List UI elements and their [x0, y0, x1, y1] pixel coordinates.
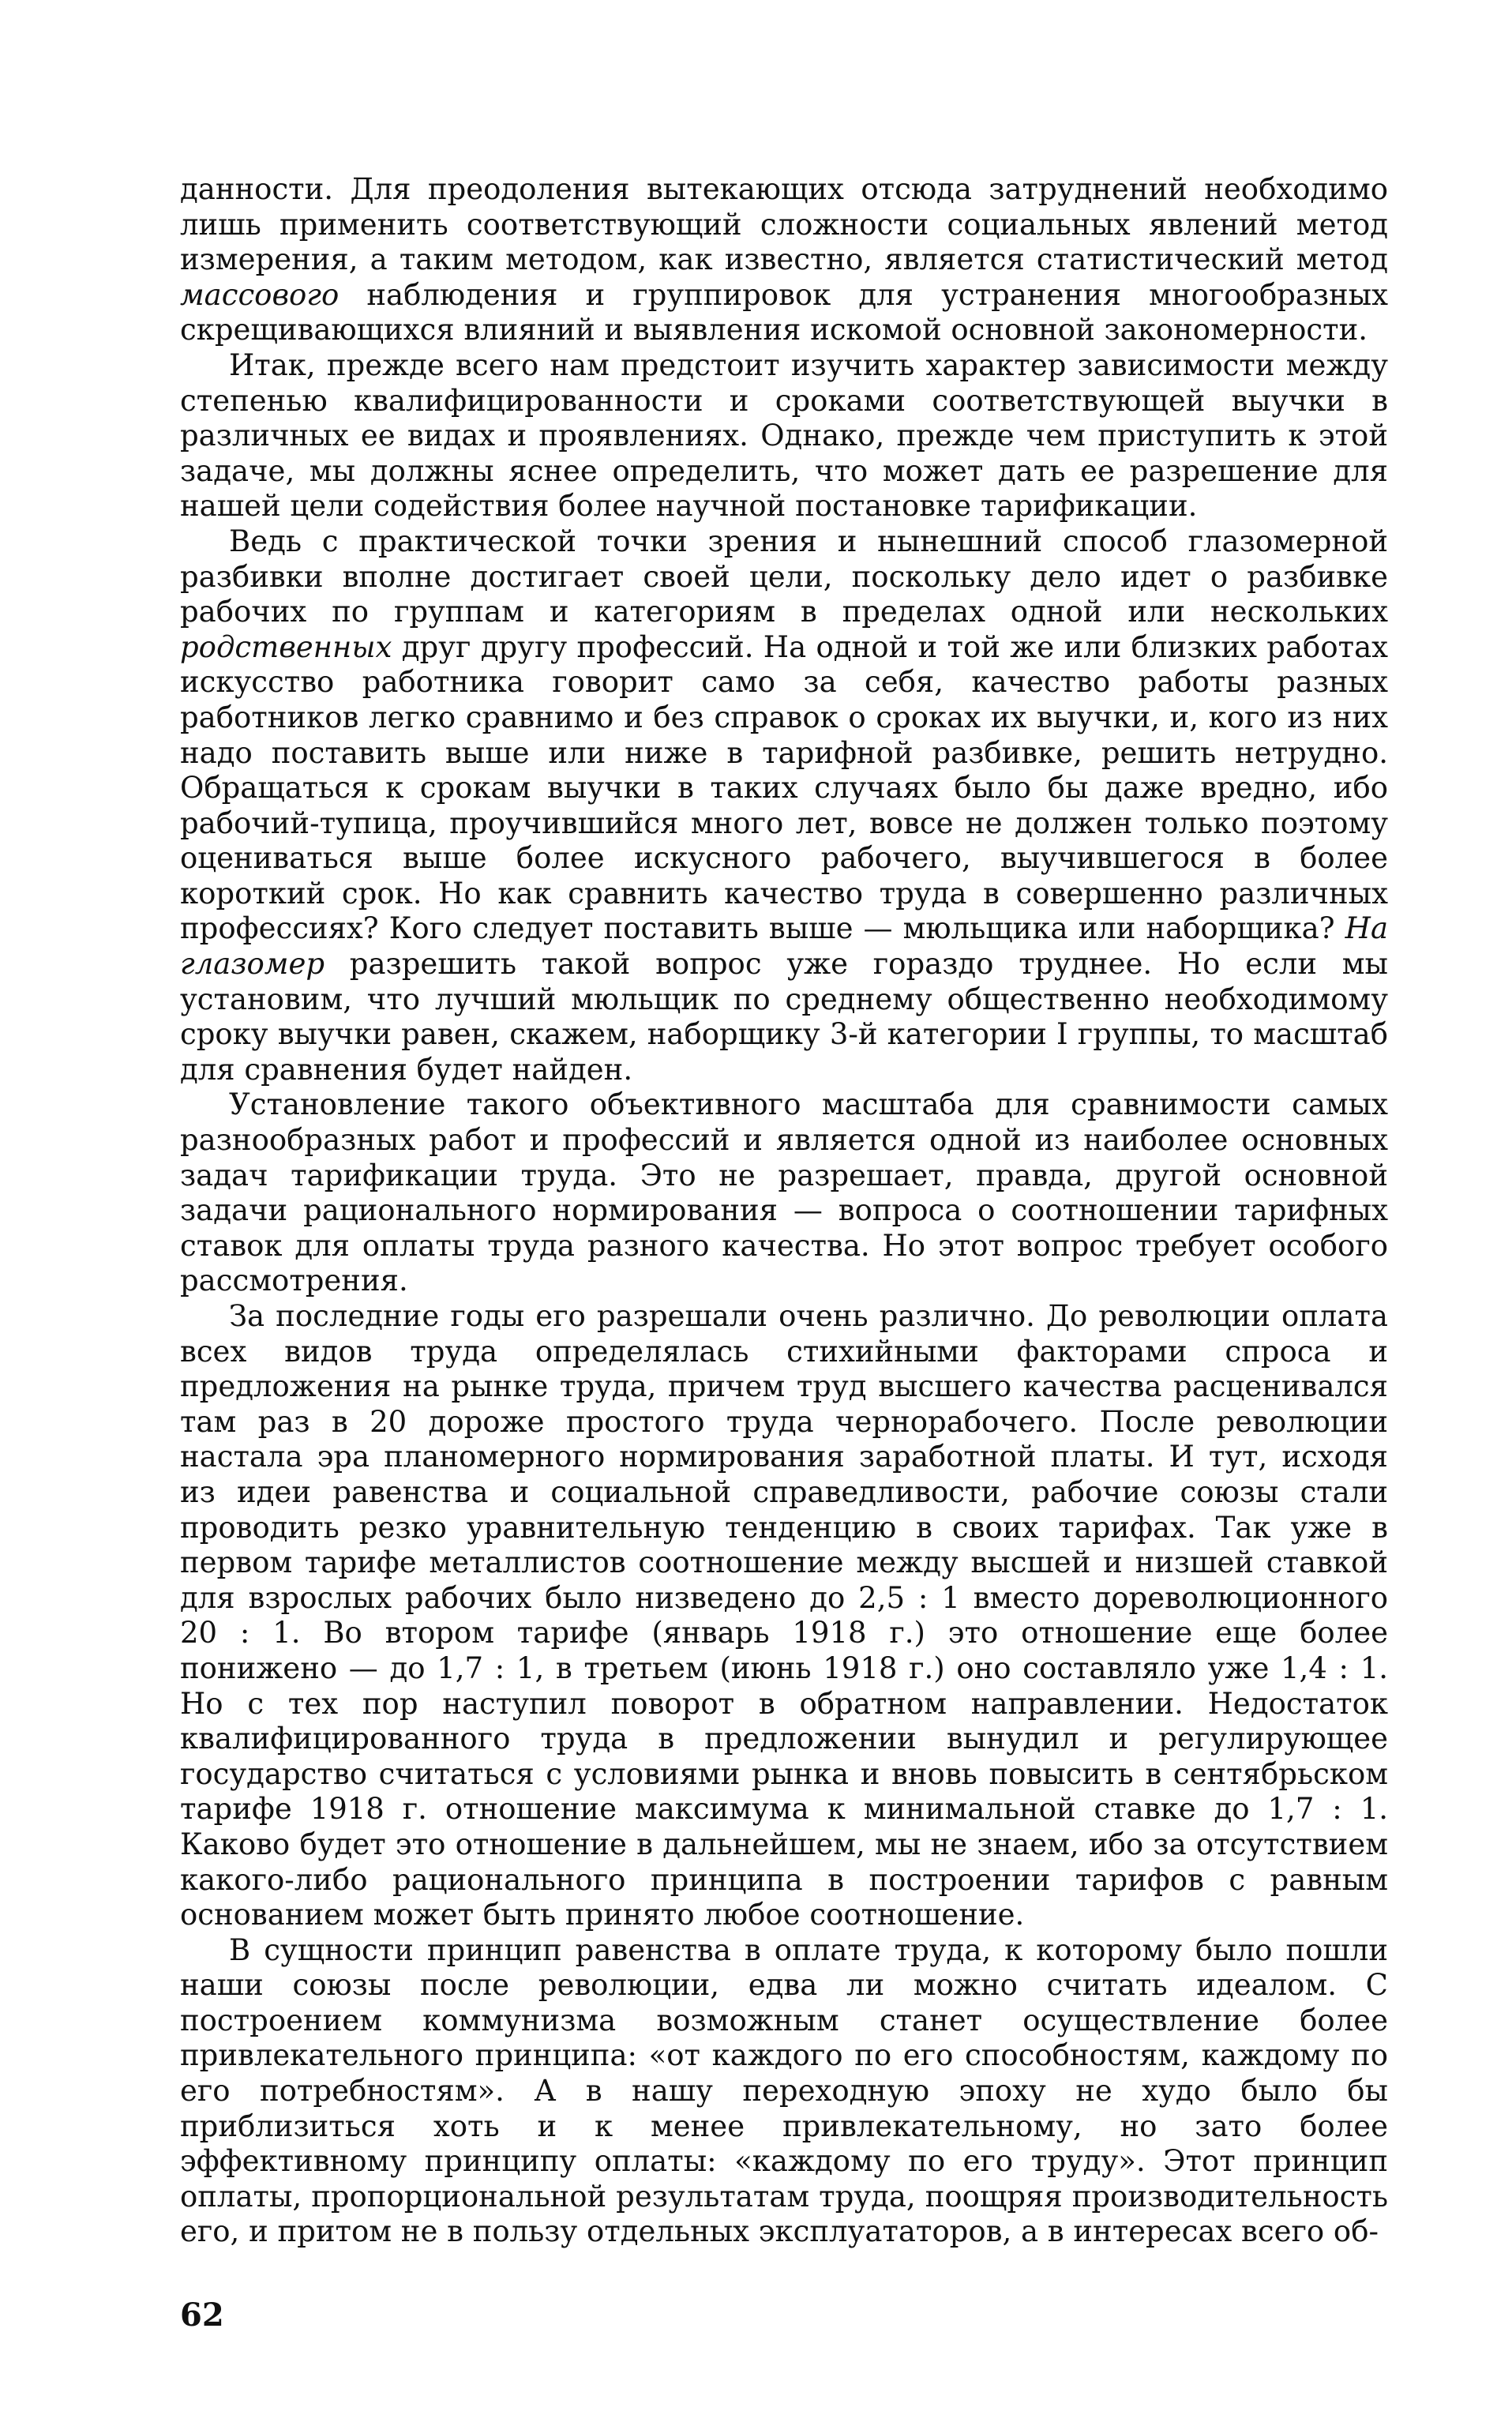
paragraph [180, 524, 1388, 1088]
italic-text: На глазомер [180, 911, 1388, 982]
text-run: Ведь с практической точки зрения и нынешний способ глазомерной разбивки вполне достигает своей цели, поскольку дело идет о разбивке рабочих по группам и категориям в пределах одной или нескольких [180, 524, 1388, 629]
paragraph [180, 1933, 1388, 2250]
text-run: Итак, прежде всего нам предстоит изучить характер зависимости между степенью квалифицированности и сроками соответствующей выучки в различных ее видах и проявлениях. Однако, прежде чем приступить к этой задаче, мы должны яснее определить, что может дать ее разрешение для нашей цели содействия более научной постановке тарификации. [180, 347, 1388, 524]
text-run: Установление такого объективного масштаба для сравнимости самых разнообразных работ и профессий и является одной из наиболее основных задач тарификации труда. Это не разрешает, правда, другой основной задачи рационального нормирования — вопроса о соотношении тарифных ставок для оплаты труда разного качества. Но этот вопрос требует особого рассмотрения. [180, 1087, 1388, 1298]
paragraph [180, 172, 1388, 348]
body-text [180, 172, 1388, 2250]
paragraph [180, 1087, 1388, 1299]
text-run: друг другу профессий. На одной и той же или близких работах искусство работника говорит само за себя, качество работы разных работников легко сравнимо и без справок о сроках их выучки, и, кого из них надо поставить выше или ниже в тарифной разбивке, решить нетрудно. Обращаться к срокам выучки в таких случаях было бы даже вредно, ибо рабочий-тупица, проучившийся много лет, вовсе не должен только поэтому оцениваться выше более искусного рабочего, выучившегося в более короткий срок. Но как сравнить качество труда в совершенно различных профессиях? Кого следует поставить выше — мюльщика или наборщика? [180, 629, 1388, 946]
text-run: разрешить такой вопрос уже гораздо труднее. Но если мы установим, что лучший мюльщик по среднему общественно необходимому сроку выучки равен, скажем, наборщику 3-й категории I группы, то масштаб для сравнения будет найден. [180, 947, 1388, 1087]
page-number: 62 [180, 2296, 224, 2334]
text-run: В сущности принцип равенства в оплате труда, к которому было пошли наши союзы после революции, едва ли можно считать идеалом. С построением коммунизма возможным станет осуществление более привлекательного принципа: «от каждого по его способностям, каждому по его потребностям». А в нашу переходную эпоху не худо было бы приблизиться хоть и к менее привлекательному, но зато более эффективному принципу оплаты: «каждому по его труду». Этот принцип оплаты, пропорциональной результатам труда, поощряя производительность его, и притом не в пользу отдельных эксплуататоров, а в интересах всего об- [180, 1932, 1388, 2249]
italic-text: родственных [180, 629, 392, 664]
text-run: данности. Для преодоления вытекающих отсюда затруднений необходимо лишь применить соответствующий сложности социальных явлений метод измерения, а таким методом, как известно, является статистический метод [180, 172, 1388, 277]
paragraph [180, 1299, 1388, 1933]
paragraph [180, 348, 1388, 524]
italic-text: массового [180, 277, 340, 312]
text-run: наблюдения и группировок для устранения многообразных скрещивающихся влияний и выявления искомой основной закономерности. [180, 277, 1388, 347]
text-run: За последние годы его разрешали очень различно. До революции оплата всех видов труда определялась стихийными факторами спроса и предложения на рынке труда, причем труд высшего качества расценивался там раз в 20 дороже простого труда чернорабочего. После революции настала эра планомерного нормирования заработной платы. И тут, исходя из идеи равенства и социальной справедливости, рабочие союзы стали проводить резко уравнительную тенденцию в своих тарифах. Так уже в первом тарифе металлистов соотношение между высшей и низшей ставкой для взрослых рабочих было низведено до 2,5 : 1 вместо дореволюционного 20 : 1. Во втором тарифе (январь 1918 г.) это отношение еще более понижено — до 1,7 : 1, в третьем (июнь 1918 г.) оно составляло уже 1,4 : 1. Но с тех пор наступил поворот в обратном направлении. Недостаток квалифицированного труда в предложении вынудил и регулирующее государство считаться с условиями рынка и вновь повысить в сентябрьском тарифе 1918 г. отношение максимума к минимальной ставке до 1,7 : 1. Каково будет это отношение в дальнейшем, мы не знаем, ибо за отсутствием какого-либо рационального принципа в построении тарифов с равным основанием может быть принято любое соотношение. [180, 1299, 1388, 1932]
